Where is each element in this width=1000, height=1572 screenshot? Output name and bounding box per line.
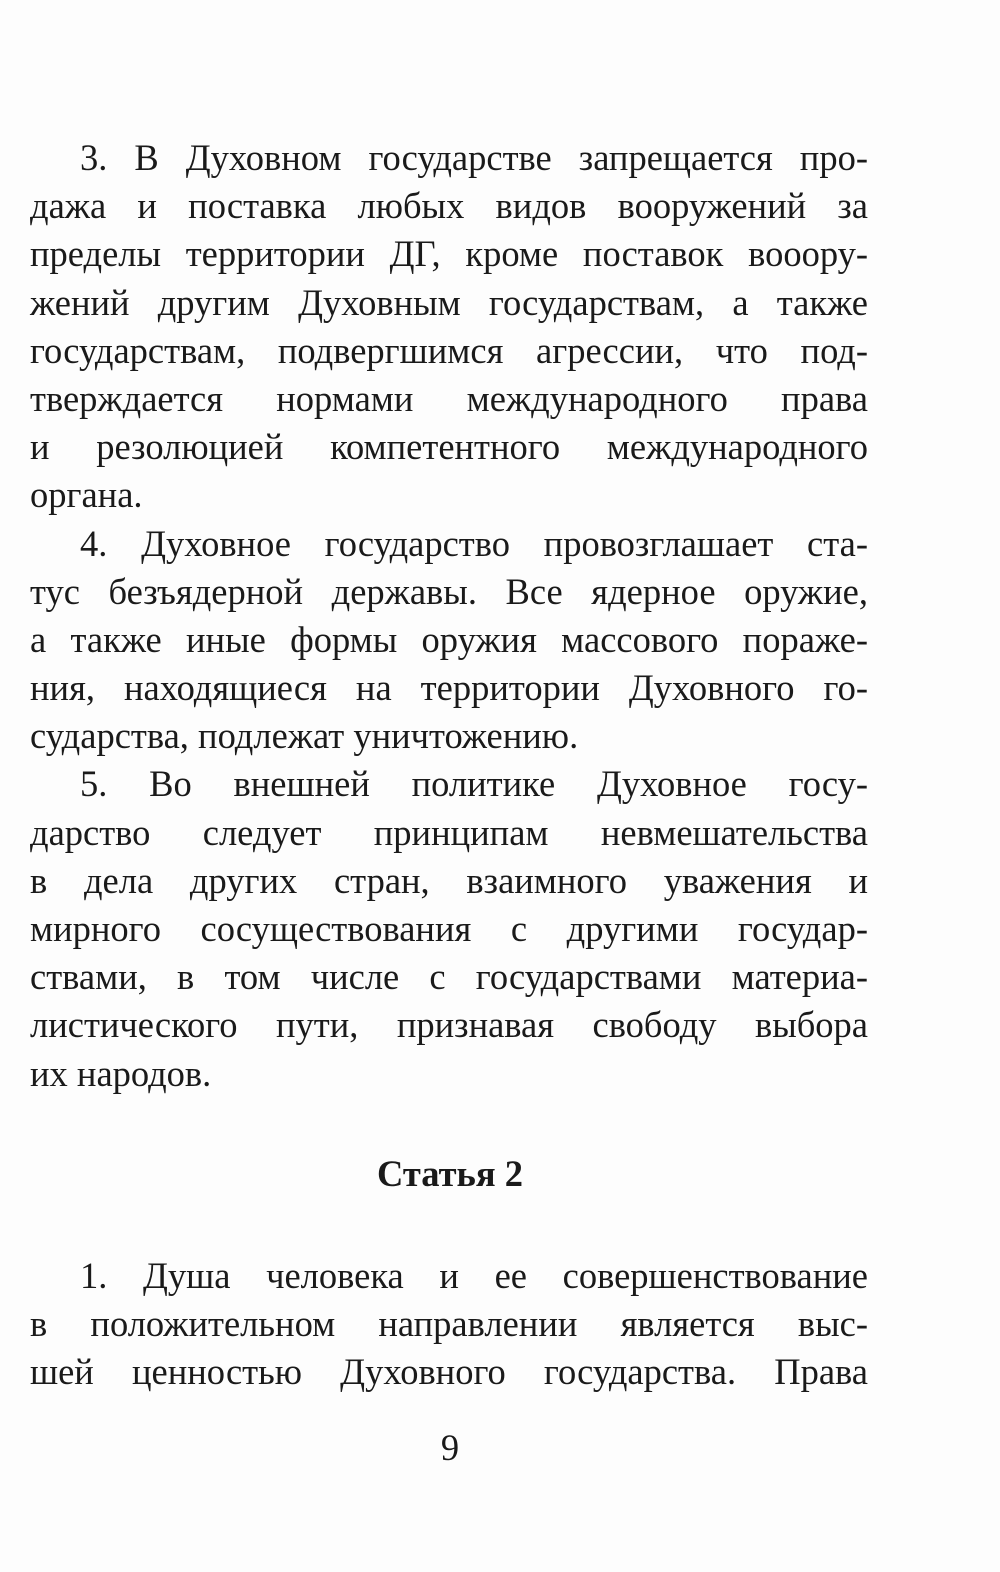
text-line: и резолюцией компетентного международного: [30, 426, 868, 468]
text-line: в положительном направлении является выс-: [30, 1303, 868, 1345]
article-2-text: [30, 1252, 868, 1397]
paragraph-4: [30, 520, 868, 761]
text-line: ния, находящиеся на территории Духовного го-: [30, 667, 868, 709]
text-line: сударства, подлежат уничтожению.: [30, 715, 579, 757]
text-line: 3. В Духовном государстве запрещается про-: [80, 137, 868, 178]
text-line: тверждается нормами международного права: [30, 377, 868, 419]
text-line: шей ценностью Духовного государства. Права: [30, 1351, 868, 1393]
text-line: мирного сосуществования с другими государ-: [30, 908, 868, 949]
text-line: жений другим Духовным государствам, а также: [30, 281, 868, 323]
paragraph-5: [30, 760, 868, 1097]
text-line: дарство следует принципам невмешательства: [30, 811, 868, 853]
text-line: листического пути, признавая свободу выбора: [30, 1004, 868, 1046]
text-line: 4. Духовное государство провозглашает ста-: [80, 522, 868, 564]
page-number: 9: [440, 1427, 460, 1468]
text-line: в дела других стран, взаимного уважения и: [30, 859, 868, 901]
article-heading: Статья 2: [377, 1153, 523, 1194]
text-line: дажа и поставка любых видов вооружений за: [30, 185, 868, 227]
text-line: органа.: [30, 474, 143, 516]
paragraph-1: [30, 1252, 868, 1397]
text-line: а также иные формы оружия массового пораже-: [30, 618, 868, 660]
text-line: 5. Во внешней политике Духовное госу-: [80, 763, 868, 805]
text-line: тус безъядерной державы. Все ядерное оружие,: [30, 570, 868, 612]
paragraph-3: [30, 134, 868, 520]
text-line: 1. Душа человека и ее совершенствование: [80, 1255, 868, 1296]
text-line: пределы территории ДГ, кроме поставок вооору-: [30, 233, 868, 275]
text-line: государствам, подвергшимся агрессии, что под-: [30, 329, 868, 371]
text-line: их народов.: [30, 1052, 212, 1094]
text-line: ствами, в том числе с государствами материа-: [30, 956, 868, 998]
article-1-text: [30, 134, 868, 1098]
